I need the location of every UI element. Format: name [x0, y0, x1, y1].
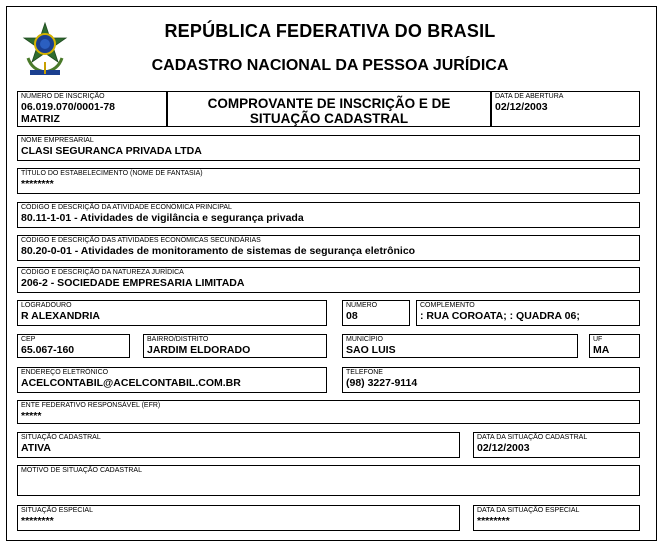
logradouro-value: R ALEXANDRIA — [21, 310, 100, 322]
nome-empresarial-label: NOME EMPRESARIAL — [21, 137, 94, 144]
inscricao-label: NÚMERO DE INSCRIÇÃO — [21, 93, 105, 100]
fantasia-value: ******** — [21, 178, 54, 190]
municipio-box — [342, 334, 578, 358]
logradouro-label: LOGRADOURO — [21, 302, 72, 309]
brazil-coat-of-arms-icon — [22, 22, 68, 80]
data-situacao-value: 02/12/2003 — [477, 442, 530, 454]
complemento-label: COMPLEMENTO — [420, 302, 475, 309]
telefone-value: (98) 3227-9114 — [346, 377, 418, 389]
data-situacao-box — [473, 432, 640, 458]
cep-box — [17, 334, 130, 358]
situacao-especial-box — [17, 505, 460, 531]
telefone-label: TELEFONE — [346, 369, 383, 376]
complemento-box — [416, 300, 640, 326]
atividades-secundarias-label: CÓDIGO E DESCRIÇÃO DAS ATIVIDADES ECONÔMICAS SECUNDÁRIAS — [21, 237, 261, 244]
bairro-label: BAIRRO/DISTRITO — [147, 336, 209, 343]
fantasia-label: TÍTULO DO ESTABELECIMENTO (NOME DE FANTASIA) — [21, 170, 203, 177]
email-label: ENDEREÇO ELETRÔNICO — [21, 369, 109, 376]
email-box — [17, 367, 327, 393]
atividade-principal-box — [17, 202, 640, 228]
data-situacao-especial-box — [473, 505, 640, 531]
atividades-secundarias-box — [17, 235, 640, 261]
nome-empresarial-box — [17, 135, 640, 161]
efr-label: ENTE FEDERATIVO RESPONSÁVEL (EFR) — [21, 402, 161, 409]
comprovante-line1: COMPROVANTE DE INSCRIÇÃO E DE — [207, 96, 451, 111]
municipio-value: SAO LUIS — [346, 344, 396, 356]
efr-box — [17, 400, 640, 424]
situacao-label: SITUAÇÃO CADASTRAL — [21, 434, 101, 441]
natureza-juridica-box — [17, 267, 640, 293]
header-title: REPÚBLICA FEDERATIVA DO BRASIL — [164, 21, 496, 41]
situacao-especial-label: SITUAÇÃO ESPECIAL — [21, 507, 93, 514]
fantasia-box — [17, 168, 640, 194]
comprovante-line2: SITUAÇÃO CADASTRAL — [249, 111, 409, 126]
numero-value: 08 — [346, 310, 358, 322]
uf-box — [589, 334, 640, 358]
inscricao-value: 06.019.070/0001-78 — [21, 101, 116, 113]
motivo-box — [17, 465, 640, 496]
motivo-label: MOTIVO DE SITUAÇÃO CADASTRAL — [21, 467, 142, 474]
situacao-especial-value: ******** — [21, 515, 54, 527]
atividade-principal-value: 80.11-1-01 - Atividades de vigilância e segurança privada — [21, 212, 304, 224]
natureza-juridica-label: CÓDIGO E DESCRIÇÃO DA NATUREZA JURÍDICA — [21, 269, 184, 276]
comprovante-box — [167, 91, 491, 127]
cep-value: 65.067-160 — [21, 344, 75, 356]
efr-value: ***** — [21, 410, 42, 422]
inscricao-box — [17, 91, 167, 127]
email-value: ACELCONTABIL@ACELCONTABIL.COM.BR — [21, 377, 241, 389]
inscricao-type: MATRIZ — [21, 113, 60, 125]
numero-box — [342, 300, 410, 326]
bairro-box — [143, 334, 327, 358]
municipio-label: MUNICÍPIO — [346, 336, 383, 343]
nome-empresarial-value: CLASI SEGURANCA PRIVADA LTDA — [21, 145, 202, 157]
header-subtitle: CADASTRO NACIONAL DA PESSOA JURÍDICA — [151, 57, 509, 74]
atividade-principal-label: CÓDIGO E DESCRIÇÃO DA ATIVIDADE ECONÔMICA PRINCIPAL — [21, 204, 232, 211]
abertura-box — [491, 91, 640, 127]
cep-label: CEP — [21, 336, 36, 343]
logradouro-box — [17, 300, 327, 326]
uf-label: UF — [593, 336, 603, 343]
abertura-label: DATA DE ABERTURA — [495, 93, 564, 100]
uf-value: MA — [593, 344, 610, 356]
data-situacao-especial-value: ******** — [477, 515, 510, 527]
bairro-value: JARDIM ELDORADO — [147, 344, 251, 356]
data-situacao-label: DATA DA SITUAÇÃO CADASTRAL — [477, 434, 588, 441]
telefone-box — [342, 367, 640, 393]
situacao-value: ATIVA — [21, 442, 51, 454]
data-situacao-especial-label: DATA DA SITUAÇÃO ESPECIAL — [477, 507, 580, 514]
numero-label: NÚMERO — [346, 302, 378, 309]
natureza-juridica-value: 206-2 - SOCIEDADE EMPRESARIA LIMITADA — [21, 277, 245, 289]
complemento-value: : RUA COROATA; : QUADRA 06; — [420, 310, 580, 322]
atividades-secundarias-value: 80.20-0-01 - Atividades de monitoramento de sistemas de segurança eletrônico — [21, 245, 416, 257]
situacao-box — [17, 432, 460, 458]
abertura-value: 02/12/2003 — [495, 101, 548, 113]
